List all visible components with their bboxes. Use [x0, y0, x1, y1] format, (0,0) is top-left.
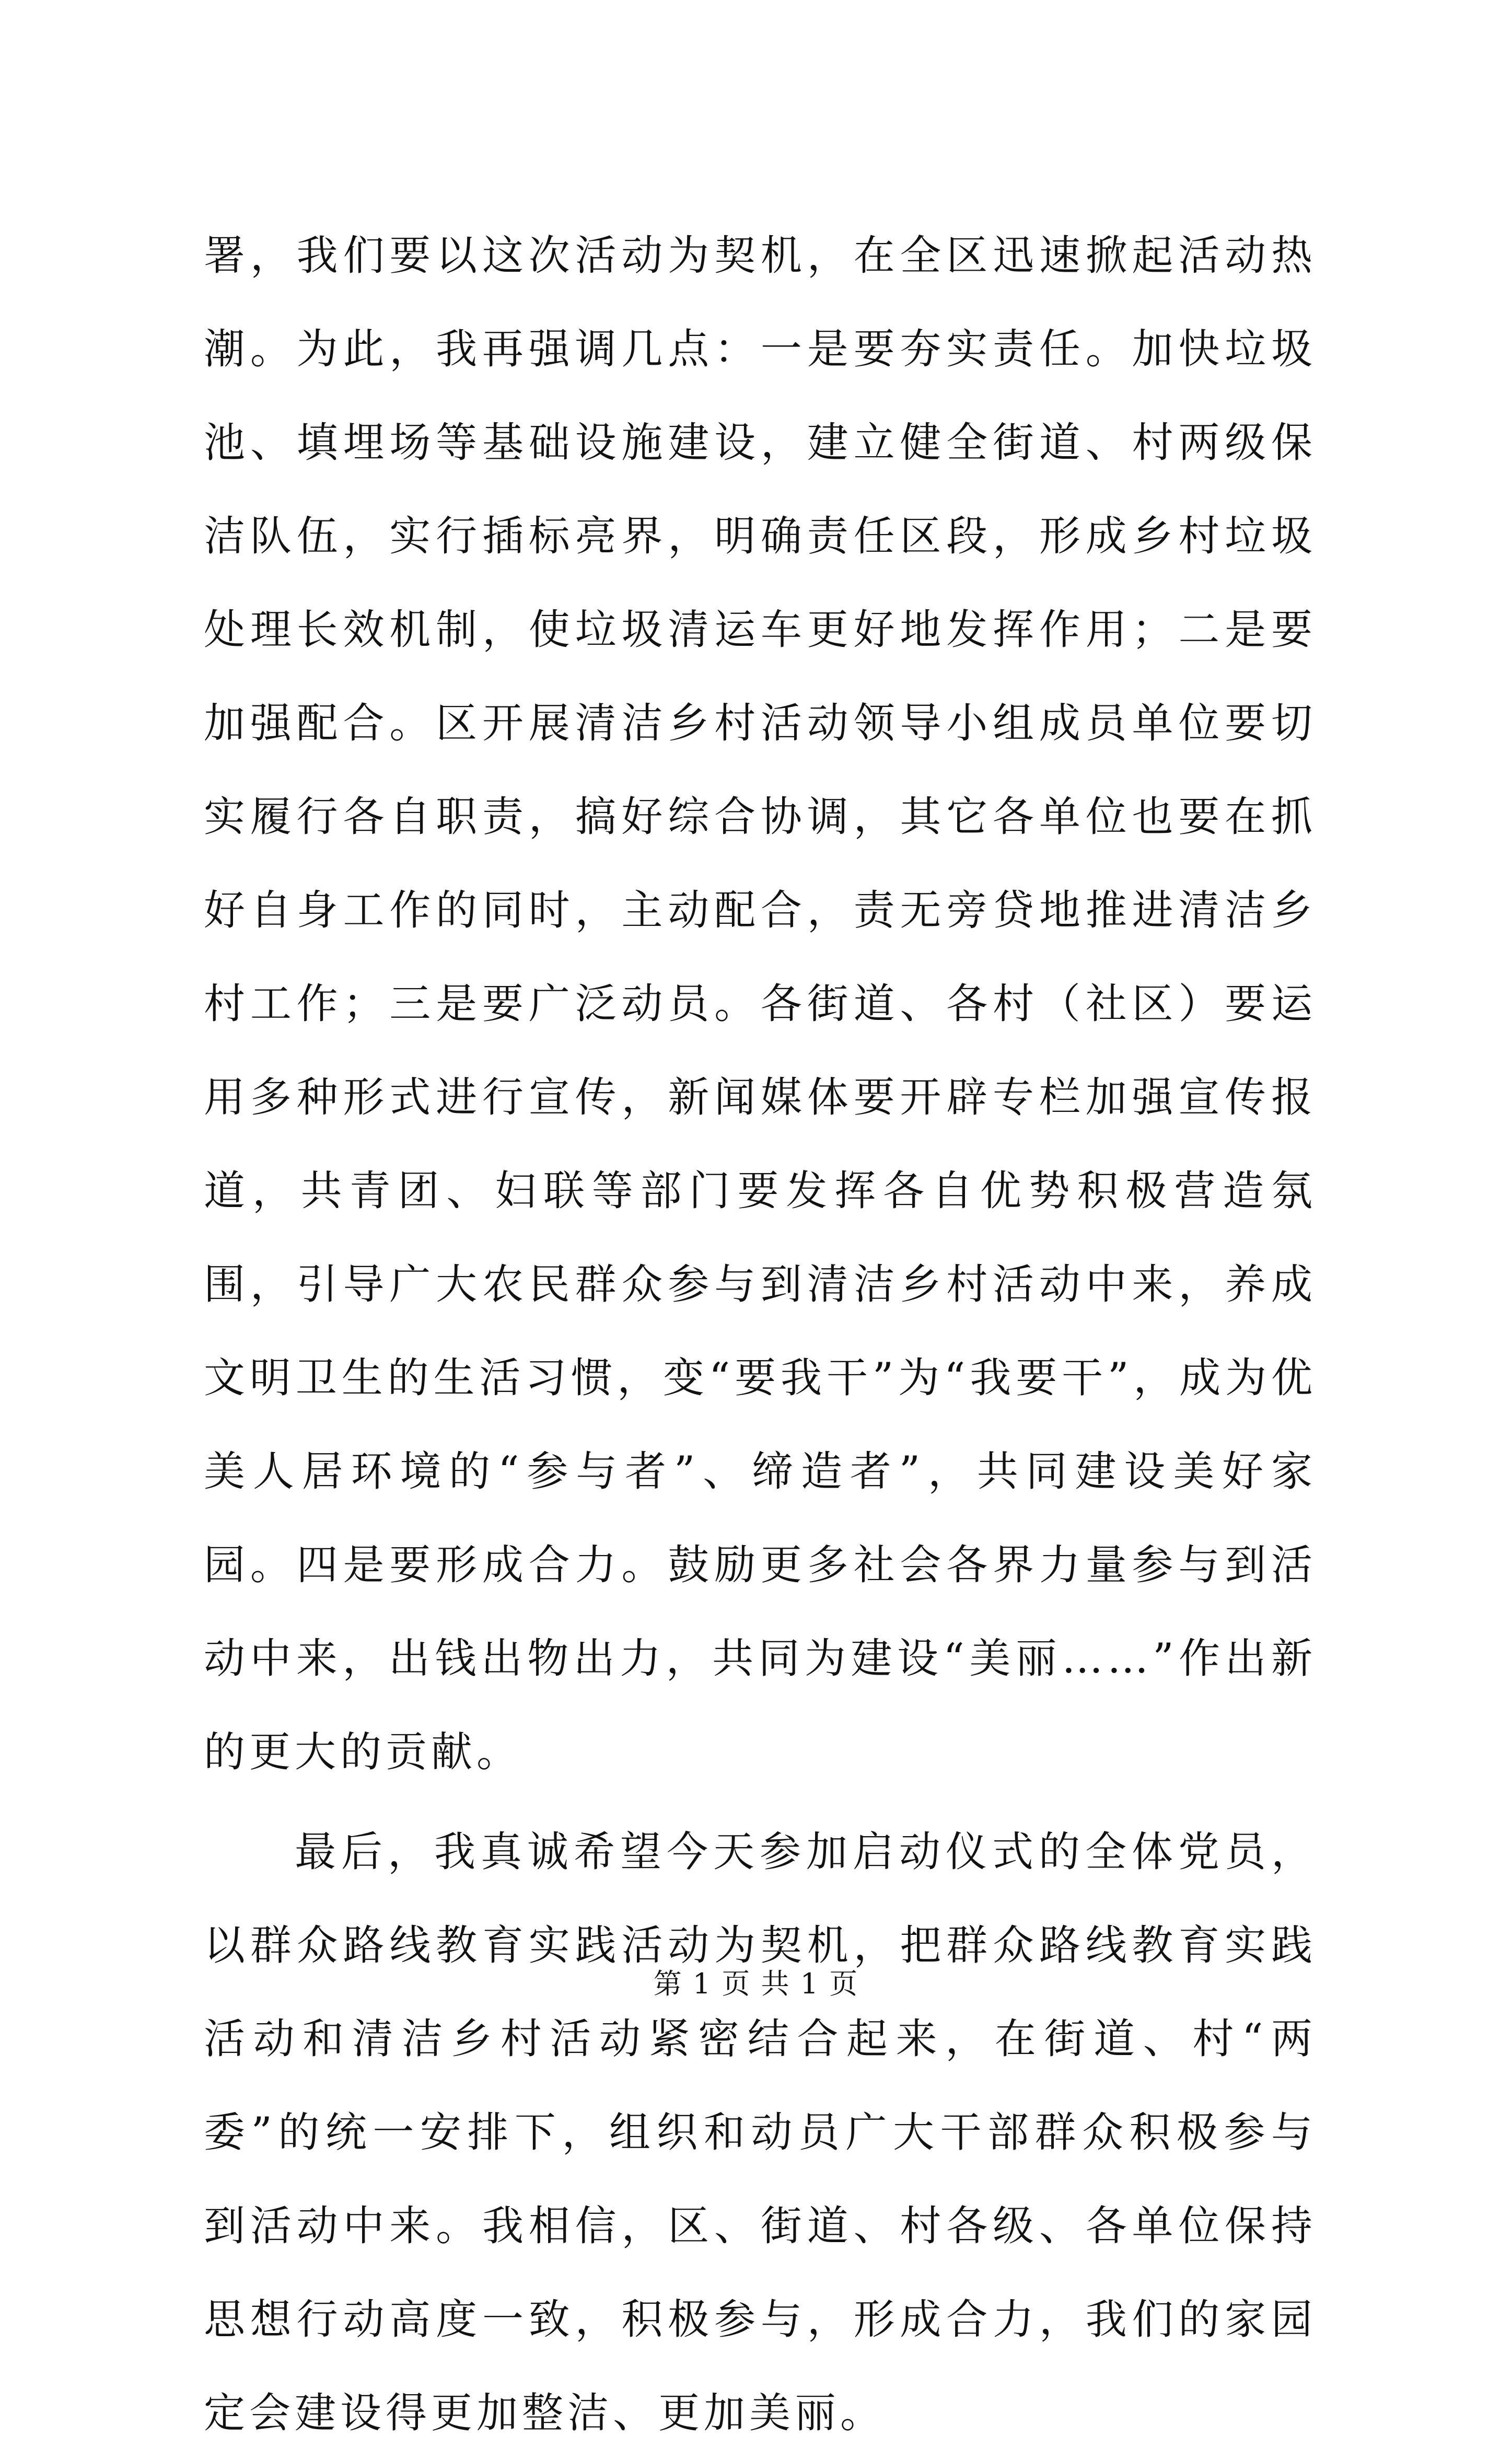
document-body [204, 209, 1317, 2460]
paragraph-continued: 署，我们要以这次活动为契机，在全区迅速掀起活动热潮。为此，我再强调几点：一是要夯实责任。加快垃圾池、填埋场等基础设施建设，建立健全街道、村两级保洁队伍，实行插标亮界，明确责任区段，形成乡村垃圾处理长效机制，使垃圾清运车更好地发挥作用；二是要加强配合。区开展清洁乡村活动领导小组成员单位要切实履行各自职责，搞好综合协调，其它各单位也要在抓好自身工作的同时，主动配合，责无旁贷地推进清洁乡村工作；三是要广泛动员。各街道、各村（社区）要运用多种形式进行宣传，新闻媒体要开辟专栏加强宣传报道，共青团、妇联等部门要发挥各自优势积极营造氛围，引导广大农民群众参与到清洁乡村活动中来，养成文明卫生的生活习惯，变“要我干”为“我要干”，成为优美人居环境的“参与者”、缔造者”，共同建设美好家园。四是要形成合力。鼓励更多社会各界力量参与到活动中来，出钱出物出力，共同为建设“美丽……”作出新的更大的贡献。 [204, 231, 1317, 1776]
paragraph-closing: 最后，我真诚希望今天参加启动仪式的全体党员，以群众路线教育实践活动为契机，把群众路线教育实践活动和清洁乡村活动紧密结合起来，在街道、村“两委”的统一安排下，组织和动员广大干部群众积极参与到活动中来。我相信，区、街道、村各级、各单位保持思想行动高度一致，积极参与，形成合力，我们的家园定会建设得更加整洁、更加美丽。 [204, 1828, 1317, 2437]
page-number-footer: 第 1 页 共 1 页 [653, 1967, 859, 2000]
